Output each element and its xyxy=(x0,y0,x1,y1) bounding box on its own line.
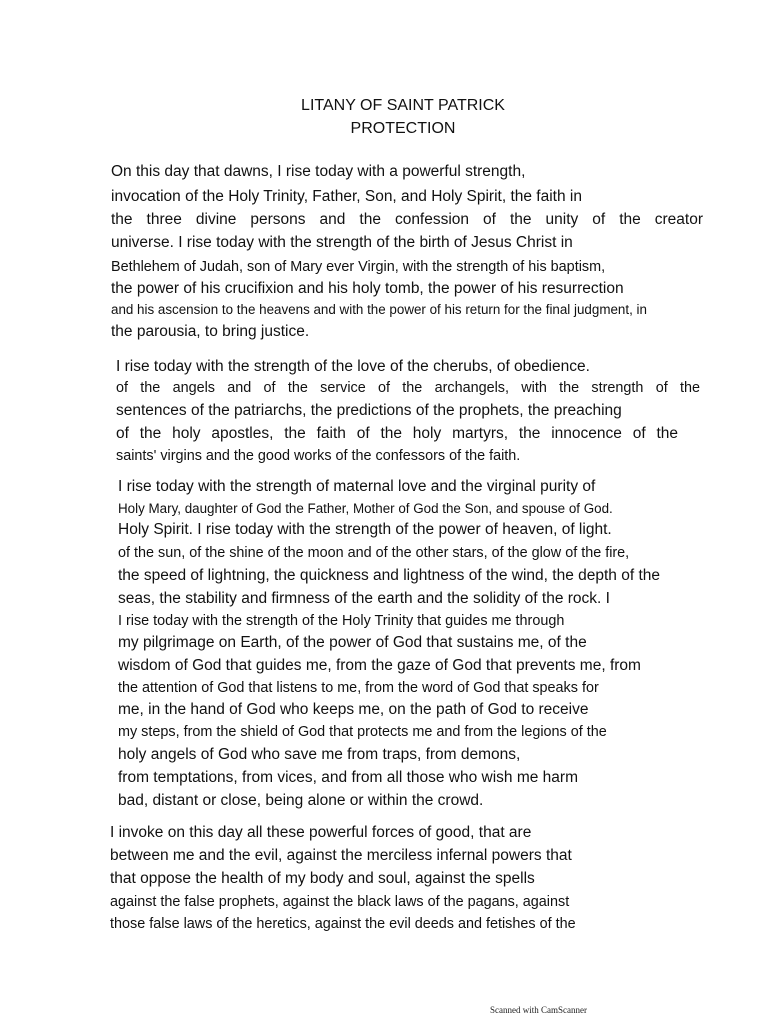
text-line: of the holy apostles, the faith of the holy martyrs, the innocence of the xyxy=(116,425,678,442)
text-line: bad, distant or close, being alone or within the crowd. xyxy=(118,792,484,809)
text-line: Holy Spirit. I rise today with the strength of the power of heaven, of light. xyxy=(118,521,612,538)
text-line: from temptations, from vices, and from all those who wish me harm xyxy=(118,769,578,786)
text-line: I invoke on this day all these powerful forces of good, that are xyxy=(110,824,532,841)
text-line: against the false prophets, against the black laws of the pagans, against xyxy=(110,894,570,910)
text-line: sentences of the patriarchs, the predictions of the prophets, the preaching xyxy=(116,402,622,419)
text-line: I rise today with the strength of the Holy Trinity that guides me through xyxy=(118,613,565,629)
text-line: On this day that dawns, I rise today with a powerful strength, xyxy=(111,163,526,180)
text-line: the power of his crucifixion and his holy tomb, the power of his resurrection xyxy=(111,280,624,297)
text-line: saints' virgins and the good works of the confessors of the faith. xyxy=(116,448,521,464)
text-line: holy angels of God who save me from traps, from demons, xyxy=(118,746,521,763)
text-line: the speed of lightning, the quickness and lightness of the wind, the depth of the xyxy=(118,567,661,584)
text-line: I rise today with the strength of the love of the cherubs, of obedience. xyxy=(116,358,590,375)
text-line: of the angels and of the service of the archangels, with the strength of the xyxy=(116,380,700,396)
text-line: that oppose the health of my body and soul, against the spells xyxy=(110,870,535,887)
text-line: universe. I rise today with the strength of the birth of Jesus Christ in xyxy=(111,234,573,251)
text-line: my steps, from the shield of God that protects me and from the legions of the xyxy=(118,724,607,740)
text-line: my pilgrimage on Earth, of the power of God that sustains me, of the xyxy=(118,634,587,651)
text-line: seas, the stability and firmness of the earth and the solidity of the rock. I xyxy=(118,590,610,607)
text-line: and his ascension to the heavens and with the power of his return for the final judgment, in xyxy=(111,302,647,317)
text-line: of the sun, of the shine of the moon and of the other stars, of the glow of the fire, xyxy=(118,545,630,561)
text-line: wisdom of God that guides me, from the gaze of God that prevents me, from xyxy=(118,657,641,674)
text-line: Bethlehem of Judah, son of Mary ever Virgin, with the strength of his baptism, xyxy=(111,259,606,275)
text-line: between me and the evil, against the merciless infernal powers that xyxy=(110,847,572,864)
scanner-watermark: Scanned with CamScanner xyxy=(490,1005,587,1015)
document-subtitle: PROTECTION xyxy=(350,120,456,137)
text-line: Holy Mary, daughter of God the Father, Mother of God the Son, and spouse of God. xyxy=(118,501,613,516)
text-line: the three divine persons and the confession of the unity of the creator xyxy=(111,211,703,228)
text-line: me, in the hand of God who keeps me, on the path of God to receive xyxy=(118,701,589,718)
document-title: LITANY OF SAINT PATRICK xyxy=(301,97,505,114)
text-line: the parousia, to bring justice. xyxy=(111,323,310,340)
text-line: invocation of the Holy Trinity, Father, Son, and Holy Spirit, the faith in xyxy=(111,188,582,205)
text-line: I rise today with the strength of maternal love and the virginal purity of xyxy=(118,478,596,495)
text-line: those false laws of the heretics, against the evil deeds and fetishes of the xyxy=(110,916,576,932)
text-line: the attention of God that listens to me, from the word of God that speaks for xyxy=(118,680,599,696)
